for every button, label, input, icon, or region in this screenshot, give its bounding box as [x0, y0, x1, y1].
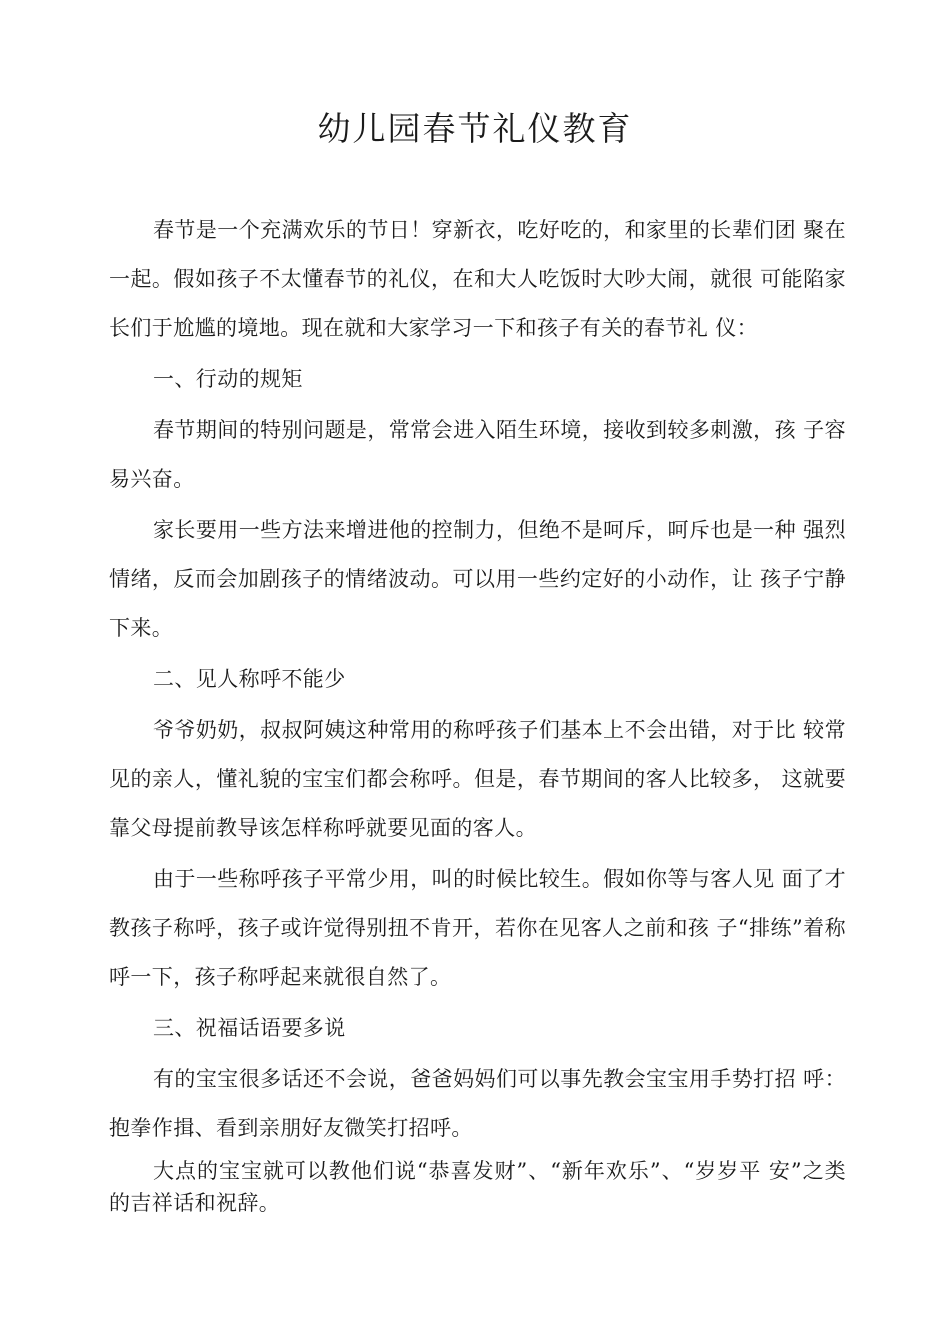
section-heading-3: 三、祝福话语要多说: [153, 1016, 346, 1040]
paragraph-blessing-2: 大点的宝宝就可以教他们说“恭喜发财”、“新年欢乐”、“岁岁平 安”之类的吉祥话和祝辞。: [109, 1159, 846, 1215]
section-heading-2: 二、见人称呼不能少: [153, 667, 346, 691]
document-title: 幼儿园春节礼仪教育: [317, 109, 633, 148]
paragraph-intro: 春节是一个充满欢乐的节日！穿新衣，吃好吃的，和家里的长辈们团 聚在一起。假如孩子不太懂春节的礼仪，在和大人吃饭时大吵大闹，就很 可能陷家长们于尬尴的境地。现在就和大家学习一下和孩子有关的春节礼 仪：: [109, 218, 846, 340]
paragraph-greeting-2: 由于一些称呼孩子平常少用，叫的时候比较生。假如你等与客人见 面了才教孩子称呼，孩子或许觉得别扭不肯开，若你在见客人之前和孩 子“排练”着称呼一下，孩子称呼起来就很自然了。: [109, 867, 846, 989]
paragraph-blessing-1: 有的宝宝很多话还不会说，爸爸妈妈们可以事先教会宝宝用手势打招 呼：抱拳作揖、看到亲朋好友微笑打招呼。: [109, 1067, 846, 1140]
section-heading-1: 一、行动的规矩: [153, 367, 303, 391]
paragraph-behavior-2: 家长要用一些方法来增进他的控制力，但绝不是呵斥，呵斥也是一种 强烈情绪，反而会加剧孩子的情绪波动。可以用一些约定好的小动作，让 孩子宁静下来。: [109, 518, 846, 640]
paragraph-greeting-1: 爷爷奶奶，叔叔阿姨这种常用的称呼孩子们基本上不会出错，对于比 较常见的亲人，懂礼貌的宝宝们都会称呼。但是，春节期间的客人比较多， 这就要靠父母提前教导该怎样称呼就要见面的客人。: [109, 718, 846, 840]
paragraph-behavior-1: 春节期间的特别问题是，常常会进入陌生环境，接收到较多刺激，孩 子容易兴奋。: [109, 418, 846, 491]
document-body: [109, 206, 846, 1219]
